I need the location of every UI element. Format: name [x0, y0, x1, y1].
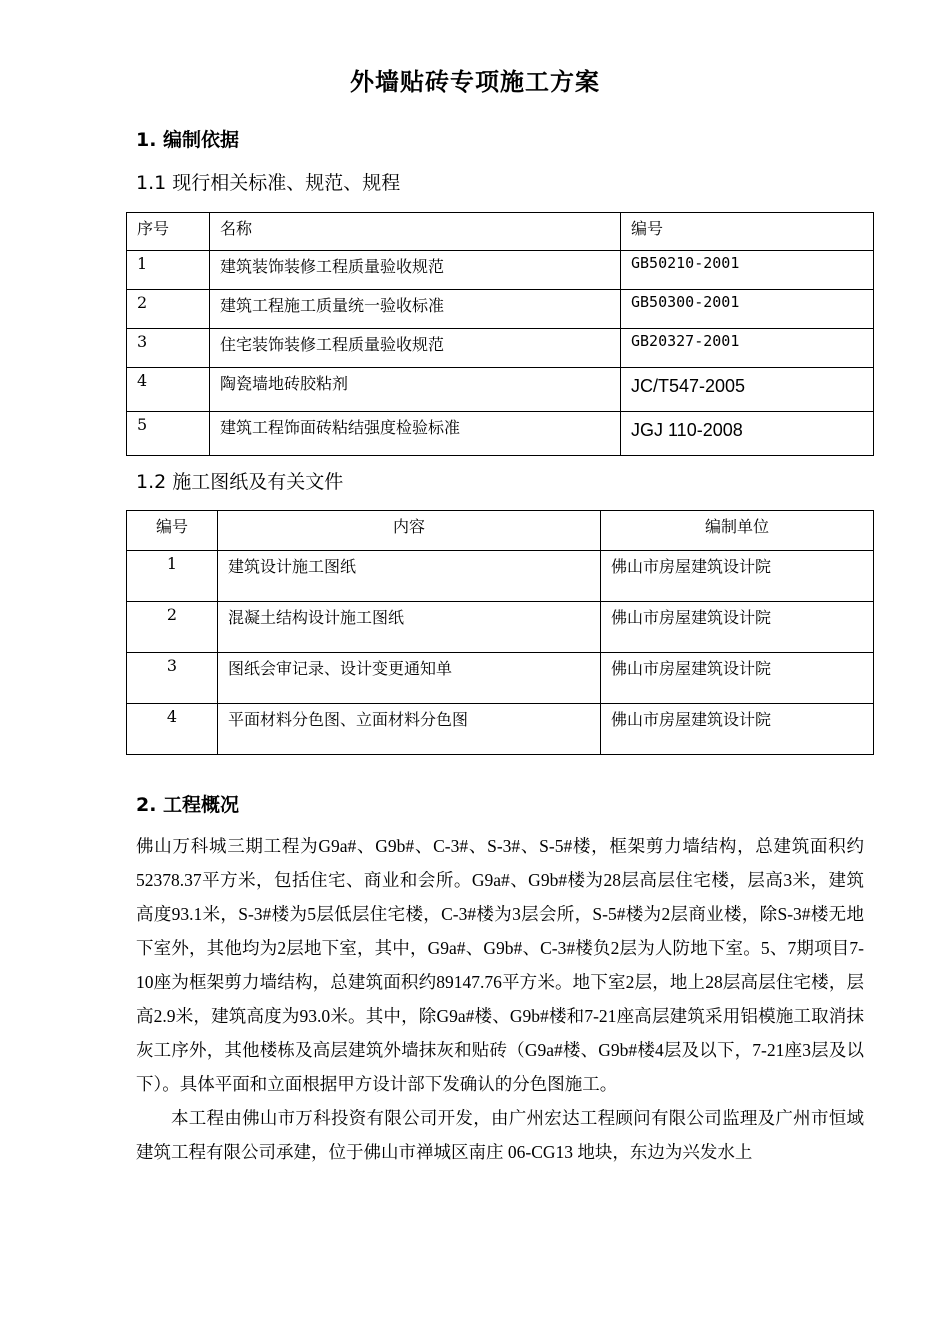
- header-cell: 编制单位: [601, 511, 874, 551]
- header-cell: 名称: [210, 213, 621, 251]
- section-1-2-heading: 1.2 施工图纸及有关文件: [136, 471, 344, 493]
- table-row: [127, 412, 874, 456]
- cell-index: 1: [127, 251, 210, 290]
- header-cell: 编号: [621, 213, 874, 251]
- header-cell: 序号: [127, 213, 210, 251]
- cell-code: JC/T547-2005: [621, 368, 874, 412]
- project-overview: [136, 829, 864, 1169]
- cell-unit: 佛山市房屋建筑设计院: [601, 704, 874, 755]
- overview-paragraph-1: 佛山万科城三期工程为G9a#、G9b#、C-3#、S-3#、S-5#楼，框架剪力墙结构，总建筑面积约52378.37平方米，包括住宅、商业和会所。G9a#、G9b#楼为28层高层住宅楼，层高3米，建筑高度93.1米，S-3#楼为5层低层住宅楼，C-3#楼为3层会所，S-5#楼为2层商业楼，除S-3#楼无地下室外，其他均为2层地下室，其中，G9a#、G9b#、C-3#楼负2层为人防地下室。5、7期项目7-10座为框架剪力墙结构，总建筑面积约89147.76平方米。地下室2层，地上28层高层住宅楼，层高2.9米，建筑高度为93.0米。其中，除G9a#楼、G9b#楼和7-21座高层建筑采用铝模施工取消抹灰工序外，其他楼栋及高层建筑外墙抹灰和贴砖（G9a#楼、G9b#楼4层及以下，7-21座3层及以下）。具体平面和立面根据甲方设计部下发确认的分色图施工。: [136, 836, 864, 1094]
- header-cell: 内容: [218, 511, 601, 551]
- cell-code: JGJ 110-2008: [621, 412, 874, 456]
- cell-index: 1: [127, 551, 218, 602]
- cell-content: 图纸会审记录、设计变更通知单: [218, 653, 601, 704]
- table-row: [127, 602, 874, 653]
- table-header-row: [127, 511, 874, 551]
- table-row: [127, 368, 874, 412]
- cell-name: 建筑工程施工质量统一验收标准: [210, 290, 621, 329]
- cell-name: 建筑装饰装修工程质量验收规范: [210, 251, 621, 290]
- cell-content: 混凝土结构设计施工图纸: [218, 602, 601, 653]
- section-1-heading: 1. 编制依据: [136, 129, 240, 151]
- cell-index: 4: [127, 704, 218, 755]
- cell-index: 2: [127, 290, 210, 329]
- cell-code: GB50300-2001: [621, 290, 874, 329]
- table-row: [127, 551, 874, 602]
- cell-unit: 佛山市房屋建筑设计院: [601, 602, 874, 653]
- table-row: [127, 290, 874, 329]
- cell-name: 建筑工程饰面砖粘结强度检验标准: [210, 412, 621, 456]
- section-2-heading: 2. 工程概况: [136, 794, 240, 816]
- table-row: [127, 704, 874, 755]
- section-1-1-heading: 1.1 现行相关标准、规范、规程: [136, 172, 401, 194]
- cell-index: 3: [127, 653, 218, 704]
- cell-index: 3: [127, 329, 210, 368]
- cell-index: 2: [127, 602, 218, 653]
- table-row: [127, 653, 874, 704]
- table-row: [127, 251, 874, 290]
- table-header-row: [127, 213, 874, 251]
- document-title: 外墙贴砖专项施工方案: [350, 68, 600, 96]
- cell-index: 5: [127, 412, 210, 456]
- table-row: [127, 329, 874, 368]
- drawings-table: [126, 510, 874, 755]
- cell-index: 4: [127, 368, 210, 412]
- cell-unit: 佛山市房屋建筑设计院: [601, 551, 874, 602]
- cell-code: GB20327-2001: [621, 329, 874, 368]
- header-cell: 编号: [127, 511, 218, 551]
- cell-code: GB50210-2001: [621, 251, 874, 290]
- cell-content: 建筑设计施工图纸: [218, 551, 601, 602]
- cell-unit: 佛山市房屋建筑设计院: [601, 653, 874, 704]
- cell-name: 住宅装饰装修工程质量验收规范: [210, 329, 621, 368]
- standards-table: [126, 212, 874, 456]
- cell-name: 陶瓷墙地砖胶粘剂: [210, 368, 621, 412]
- cell-content: 平面材料分色图、立面材料分色图: [218, 704, 601, 755]
- overview-paragraph-2: 本工程由佛山市万科投资有限公司开发，由广州宏达工程顾问有限公司监理及广州市恒域建筑工程有限公司承建，位于佛山市禅城区南庄 06-CG13 地块，东边为兴发水上: [136, 1108, 864, 1162]
